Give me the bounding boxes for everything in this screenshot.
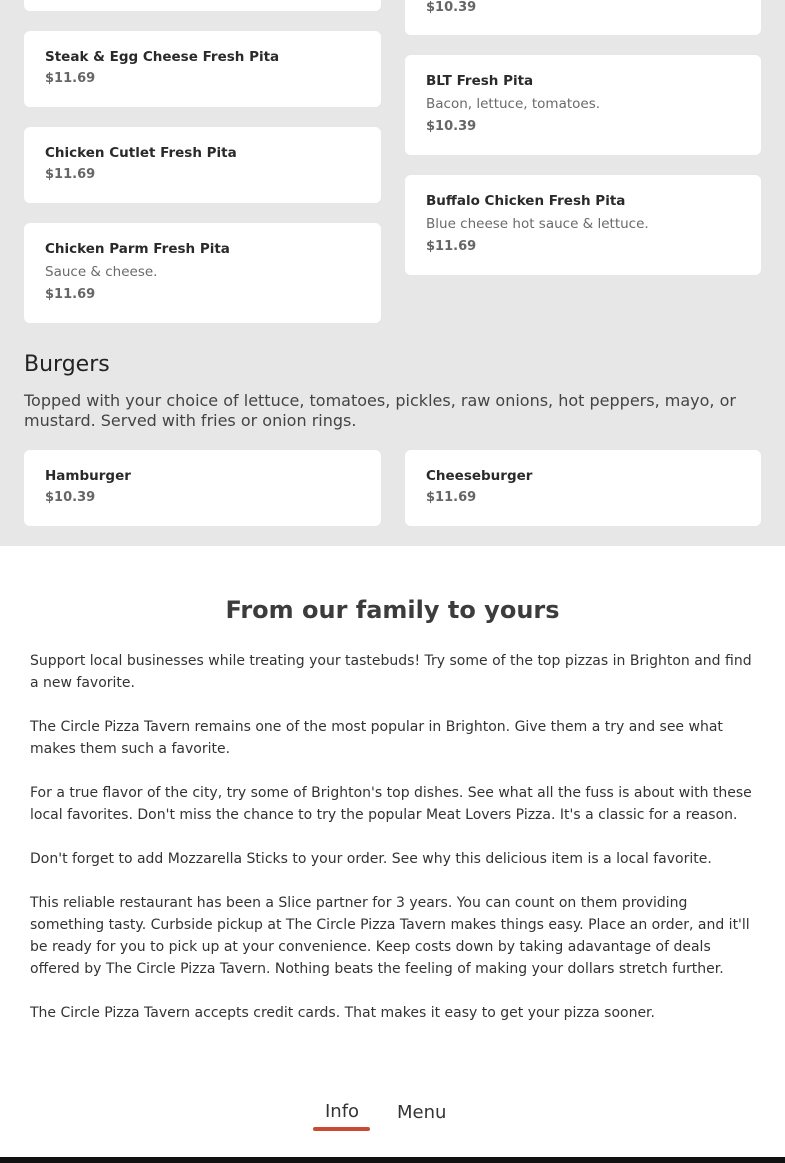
menu-item-card[interactable]	[405, 450, 761, 526]
burgers-section-description: Topped with your choice of lettuce, tomatoes, pickles, raw onions, hot peppers, mayo, or mustard. Served with fries or onion rings.	[24, 391, 736, 430]
menu-item-price: $10.39	[45, 490, 96, 505]
about-paragraph: Don't forget to add Mozzarella Sticks to your order. See why this delicious item is a local favorite.	[30, 851, 712, 867]
about-paragraph: The Circle Pizza Tavern remains one of the most popular in Brighton. Give them a try and see what makes them such a favorite.	[30, 719, 723, 757]
menu-item-card[interactable]	[24, 127, 381, 203]
menu-item-price: $11.69	[45, 167, 96, 182]
about-body	[30, 650, 755, 1046]
about-paragraph: The Circle Pizza Tavern accepts credit cards. That makes it easy to get your pizza sooner.	[30, 1005, 655, 1021]
menu-item-name: Buffalo Chicken Fresh Pita	[426, 193, 626, 209]
menu-item-description: Bacon, lettuce, tomatoes.	[426, 96, 601, 112]
menu-section	[0, 0, 785, 546]
menu-item-description: Blue cheese hot sauce & lettuce.	[426, 216, 649, 232]
burgers-section-title: Burgers	[24, 352, 110, 377]
menu-item-price: $11.69	[426, 490, 477, 505]
menu-item-card[interactable]	[405, 175, 761, 275]
menu-item-name: Steak & Egg Cheese Fresh Pita	[45, 49, 280, 65]
menu-item-price: $11.69	[45, 287, 96, 302]
about-title: From our family to yours	[225, 596, 560, 624]
about-paragraph: Support local businesses while treating your tastebuds! Try some of the top pizzas in Brighton and find a new favorite.	[30, 653, 752, 691]
menu-item-name: Chicken Parm Fresh Pita	[45, 241, 230, 257]
menu-item-card[interactable]	[405, 55, 761, 155]
tab-menu[interactable]: Menu	[397, 1102, 447, 1123]
menu-item-price: $10.39	[426, 0, 477, 15]
menu-item-name: Cheeseburger	[426, 468, 533, 484]
about-paragraph: For a true flavor of the city, try some of Brighton's top dishes. See what all the fuss is about with these local favorites. Don't miss the chance to try the popular Meat Lovers Pizza. It's a classic for a reason.	[30, 785, 752, 823]
menu-item-card[interactable]	[24, 223, 381, 323]
footer-bar	[0, 1157, 785, 1163]
menu-item-card-partial[interactable]	[405, 0, 761, 35]
about-section	[0, 546, 785, 1157]
menu-item-card[interactable]	[24, 450, 381, 526]
tab-info[interactable]: Info	[325, 1101, 360, 1122]
menu-item-card[interactable]	[24, 31, 381, 107]
active-tab-indicator	[313, 1127, 370, 1131]
menu-item-name: BLT Fresh Pita	[426, 73, 534, 89]
about-paragraph: This reliable restaurant has been a Slice partner for 3 years. You can count on them providing something tasty. Curbside pickup at The Circle Pizza Tavern makes things easy. Place an order, and it'll be ready for you to pick up at your convenience. Keep costs down by taking adavantage of deals offered by The Circle Pizza Tavern. Nothing beats the feeling of making your dollars stretch further.	[30, 895, 750, 977]
menu-item-card-partial[interactable]	[24, 0, 381, 11]
menu-item-description: Sauce & cheese.	[45, 264, 158, 280]
menu-item-name: Hamburger	[45, 468, 131, 484]
menu-item-price: $11.69	[45, 71, 96, 86]
menu-item-price: $10.39	[426, 119, 477, 134]
menu-item-name: Chicken Cutlet Fresh Pita	[45, 145, 237, 161]
bottom-tabs	[0, 1098, 785, 1134]
menu-item-price: $11.69	[426, 239, 477, 254]
